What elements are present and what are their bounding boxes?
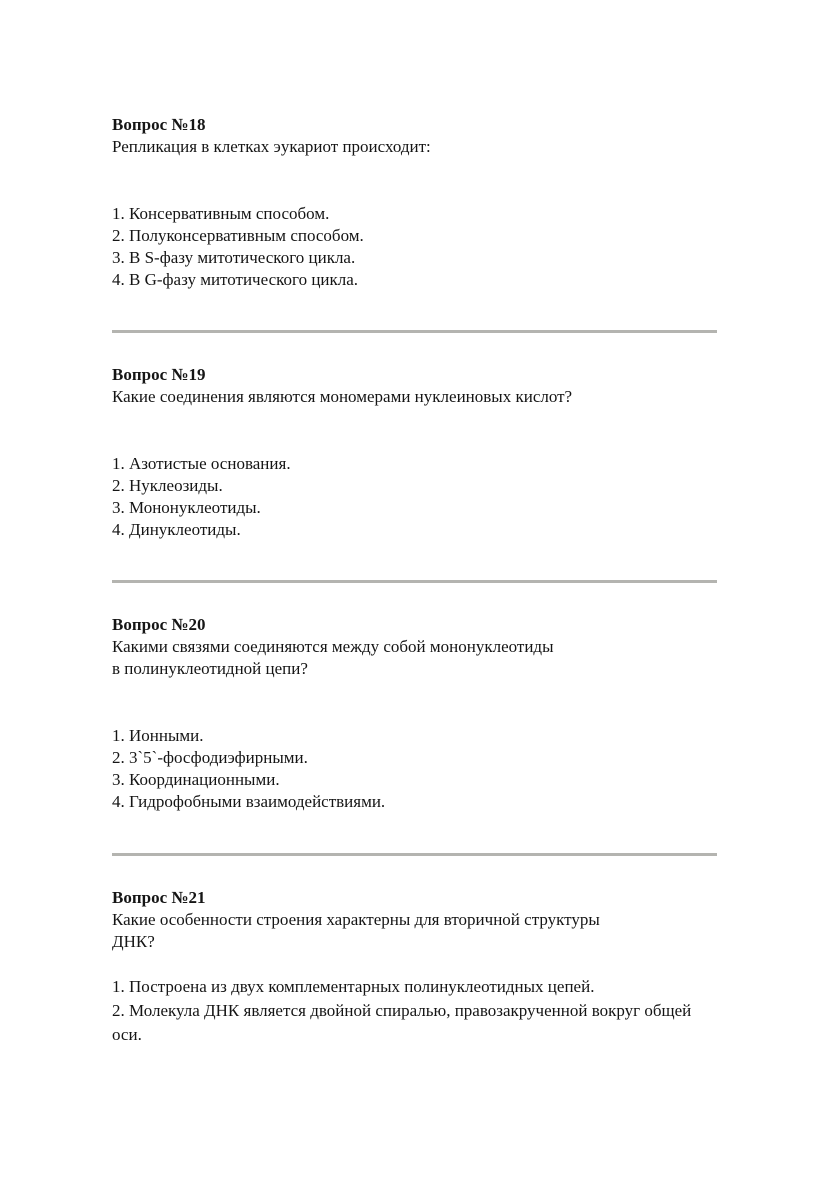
- question-text-line: Какие особенности строения характерны для вторичной структуры: [112, 910, 600, 929]
- question-text-line: Какими связями соединяются между собой мононуклеотиды: [112, 637, 554, 656]
- answer-option: 3. Мононуклеотиды.: [112, 498, 261, 517]
- answer-options: [112, 453, 722, 541]
- answer-option: 4. В G-фазу митотического цикла.: [112, 270, 359, 289]
- question-text-line: ДНК?: [112, 932, 155, 951]
- answer-options: [112, 725, 722, 813]
- answer-options: [112, 975, 722, 1047]
- answer-option: 3. В S-фазу митотического цикла.: [112, 248, 356, 267]
- question-block: [112, 114, 722, 291]
- question-text-line: в полинуклеотидной цепи?: [112, 659, 308, 678]
- question-block: [112, 887, 722, 1047]
- question-text-line: Репликация в клетках эукариот происходит:: [112, 137, 431, 156]
- question-block: [112, 364, 722, 541]
- question-title: Вопрос №21: [112, 888, 206, 907]
- answer-option: 1. Ионными.: [112, 726, 204, 745]
- question-text: [112, 636, 722, 680]
- question-title: Вопрос №19: [112, 365, 206, 384]
- section-divider: [112, 330, 717, 333]
- section-divider: [112, 580, 717, 583]
- question-block: [112, 614, 722, 813]
- answer-option: 2. Молекула ДНК является двойной спиралью, правозакрученной вокруг общей оси.: [112, 1001, 692, 1044]
- question-text: [112, 386, 722, 408]
- answer-option: 2. 3`5`-фосфодиэфирными.: [112, 748, 308, 767]
- question-text: [112, 136, 722, 158]
- question-text: [112, 909, 722, 953]
- answer-option: 4. Динуклеотиды.: [112, 520, 241, 539]
- answer-option: 4. Гидрофобными взаимодействиями.: [112, 792, 386, 811]
- question-title: Вопрос №18: [112, 115, 206, 134]
- question-title: Вопрос №20: [112, 615, 206, 634]
- answer-option: 2. Нуклеозиды.: [112, 476, 223, 495]
- answer-options: [112, 203, 722, 291]
- answer-option: 1. Азотистые основания.: [112, 454, 291, 473]
- answer-option: 3. Координационными.: [112, 770, 280, 789]
- section-divider: [112, 853, 717, 856]
- answer-option: 1. Консервативным способом.: [112, 204, 330, 223]
- question-text-line: Какие соединения являются мономерами нуклеиновых кислот?: [112, 387, 573, 406]
- answer-option: 2. Полуконсервативным способом.: [112, 226, 364, 245]
- answer-option: 1. Построена из двух комплементарных полинуклеотидных цепей.: [112, 977, 595, 996]
